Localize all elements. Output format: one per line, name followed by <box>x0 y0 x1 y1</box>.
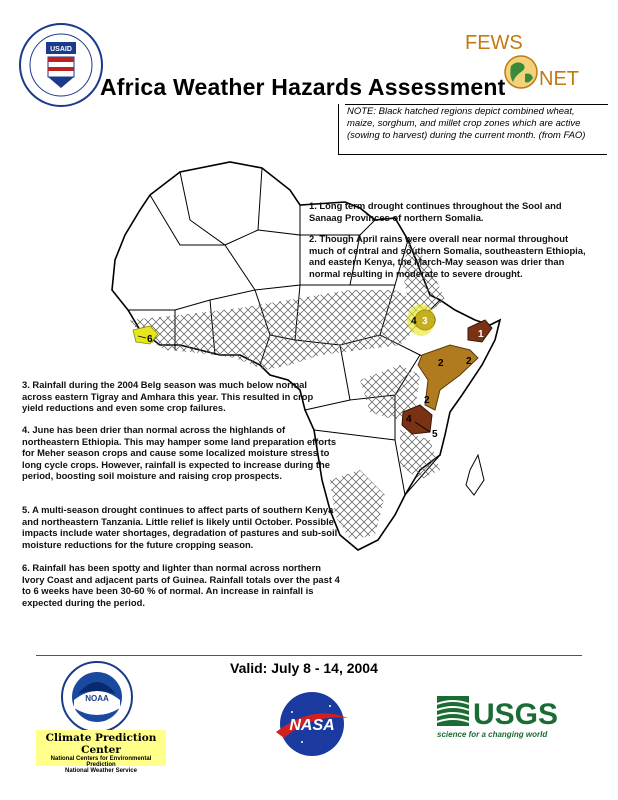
globe-icon <box>503 54 539 90</box>
page-title: Africa Weather Hazards Assessment <box>100 74 506 100</box>
cpc-title: Climate Prediction Center <box>45 732 157 756</box>
hazard-text-1: 1. Long term drought continues throughout the Sool and Sanaag Provinces of northern Somalia. <box>309 200 562 223</box>
usaid-logo <box>18 22 104 108</box>
hazard-text-6: 6. Rainfall has been spotty and lighter than normal across northern Ivory Coast and adjacent parts of Guinea. Rainfall totals over the past 4 to 6 weeks have been 30-60 % of normal. An increase in rainfall is expected during the period. <box>22 562 340 608</box>
hazard-text-2: 2. Though April rains were overall near normal throughout much of central and southern Somalia, southeastern Ethiopia, and eastern Kenya, the March-May season was drier than normal resulting in moderate to severe drought. <box>309 233 586 279</box>
hazard-text-4: 4. June has been drier than normal across the highlands of northeastern Ethiopia. This may hamper some land preparation efforts for Meher season crops and cause some localized moisture stress to long cycle crops. However, rainfall is expected to increase during the period, boosting soil moisture and raising crop prospects. <box>22 424 337 482</box>
map-label: 6 <box>147 334 153 345</box>
valid-date: Valid: July 8 - 14, 2004 <box>230 660 378 676</box>
map-label: 2 <box>438 358 444 369</box>
map-label: 2 <box>424 395 430 406</box>
cpc-subtitle-1: National Centers for Environmental Prediction <box>50 756 152 768</box>
fews-wordmark: FEWS <box>465 32 523 54</box>
map-label: 4 <box>411 316 417 327</box>
note-label: NOTE: <box>347 106 377 117</box>
nasa-wordmark: NASA <box>289 717 335 734</box>
hazard-text-3: 3. Rainfall during the 2004 Belg season was much below normal across eastern Tigray and Amhara this year. This resulted in crop yield reductions and even some crop failures. <box>22 379 314 414</box>
divider <box>36 655 582 656</box>
noaa-logo <box>60 660 134 734</box>
note-box <box>338 104 607 155</box>
note-text: Black hatched regions depict combined wheat, maize, sorghum, and millet crop zones which are active (sowing to harvest) during the current month. (from FAO) <box>347 106 586 141</box>
hazard-text-5: 5. A multi-season drought continues to affect parts of southern Kenya and northeastern Tanzania. Little relief is likely until October. Possible impacts include water shortages, degradation of pastures and sub-soil moisture reductions for the future cropping season. <box>22 504 338 550</box>
cpc-subtitle-2: National Weather Service <box>65 768 137 774</box>
cpc-logo <box>36 730 166 774</box>
usaid-wordmark: USAID <box>50 46 72 53</box>
noaa-wordmark: NOAA <box>85 694 109 703</box>
usgs-tagline: science for a changing world <box>437 730 548 739</box>
map-label: 4 <box>406 414 412 425</box>
map-label: 2 <box>466 356 472 367</box>
map-label: 1 <box>478 329 484 340</box>
net-wordmark: NET <box>539 68 579 90</box>
usgs-wordmark: USGS <box>473 698 559 728</box>
nasa-logo <box>272 690 352 758</box>
map-label: 5 <box>432 429 438 440</box>
map-label: 3 <box>422 316 428 327</box>
usgs-logo <box>437 694 587 728</box>
fews-net-logo <box>465 32 595 100</box>
